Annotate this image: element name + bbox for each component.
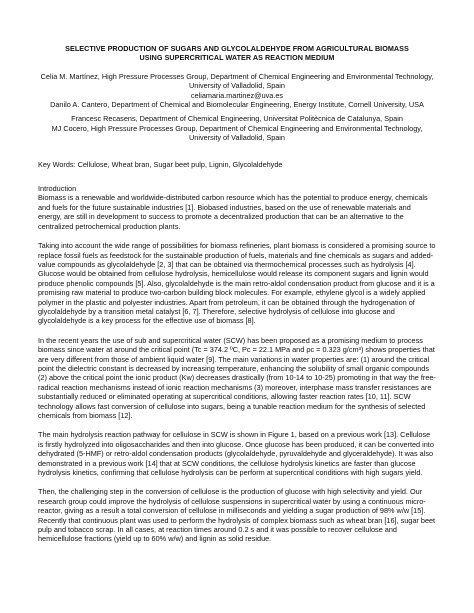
paper-title [38, 44, 436, 63]
title-line-2: USING SUPERCRITICAL WATER AS REACTION MEDIUM [139, 53, 335, 63]
keywords: Key Words: Cellulose, Wheat bran, Sugar beet pulp, Lignin, Glycolaldehyde [38, 159, 283, 169]
author-email: celiamaria.martinez@uva.es [190, 90, 284, 100]
paragraph-4: The main hydrolysis reaction pathway for cellulose in SCW is shown in Figure 1, based on a previous work [13]. Cellulose is firstly hydrolyzed into oligosaccharides and then into glucose. Once glucose has been produced, it can be converted into dehydrated (5-HMF) or retro-aldol condensation products (glycolaldehyde, pyruvaldehyde and glyceraldehyde). It was also demonstrated in a previous work [14] that at SCW conditions, the cellulose hydrolysis kinetics are faster than glucose hydrolysis kinetics, confirming that cellulose hydrolysis can be perform at supercritical conditions with high sugars yield. [38, 430, 434, 478]
introduction-heading: Introduction [38, 184, 77, 194]
author-cocero: MJ Cocero, High Pressure Processes Group, Department of Chemical Engineering and Environmental Technology, University of Valladolid, Spain [51, 123, 423, 143]
paragraph-3: In the recent years the use of sub and supercritical water (SCW) has been proposed as a promising medium to process biomass since water at around the critical point (Tc = 374.2 ºC, Pc = 22.1 MPa and ρc = 0.323 g/cm³) shows properties that are very different from those of ambient liquid water [9]. The main variations in water properties are: (1) around the critical point the dielectric constant is decreased by increasing temperature, enhancing the solubility of small organic compounds (2) above the critical point the ionic product (Kw) decreases drastically (from 10-14 to 10-25) promoting in that way the free-radical reaction mechanisms instead of ionic reaction mechanisms (3) moreover, interphase mass transfer resistances are substantially reduced or eliminated operating at supercritical conditions, allowing faster reaction rates [10, 11]. SCW technology allows fast conversion of cellulose into sugars, being a tunable reaction medium for the synthesis of selected chemicals from biomass [12]. [38, 335, 436, 420]
title-line-1: SELECTIVE PRODUCTION OF SUGARS AND GLYCOLALDEHYDE FROM AGRICULTURAL BIOMASS [65, 44, 409, 53]
paragraph-5: Then, the challenging step in the conversion of cellulose is the production of glucose with high selectivity and yield. Our research group could improve the hydrolysis of cellulose suspensions in supercritical water by using a continuous micro-reactor, giving as a result a total conversion of cellulose in milliseconds and yielding a sugar production of 98% w/w [15]. Recently that continuous plant was used to perform the hydrolysis of complex biomass such as wheat bran [16], sugar beet pulp and tobacco scrap. In all cases, at reaction times around 0.2 s and it was possible to recover cellulose and hemicellulose fractions (yield up to 60% w/w) and lignin as solid residue. [38, 487, 436, 544]
author-cantero: Danilo A. Cantero, Department of Chemical and Biomolecular Engineering, Energy Institute, Cornell University, USA [50, 100, 424, 110]
author-recasens: Francesc Recasens, Department of Chemical Engineering, Universitat Politècnica de Catalunya, Spain [71, 114, 403, 124]
paragraph-2: Taking into account the wide range of possibilities for biomass refineries, plant biomass is considered a promising source to replace fossil fuels as feedstock for the sustainable production of fuels, materials and fine chemicals as sugars and added-value compounds as glycolaldehyde [2, 3] that can be obtained via thermochemical processes such as hydrolysis [4]. Glucose would be obtained from cellulose hydrolysis, hemicellulose would release its component sugars and lignin would produce phenolic compounds [5]. Also, glycolaldehyde is the main retro-aldol condensation product from glucose and it is a promising raw material to produce two-carbon building block molecules. For example, ethylene glycol is a widely applied polymer in the plastic and polyester industries. Apart from petroleum, it can be obtained through the hydrogenation of glycolaldehyde by a transition metal catalyst [6, 7]. Therefore, selective hydrolysis of cellulose into glucose and glycolaldehyde is a key process for the effective use of biomass [8]. [38, 241, 436, 326]
author-martinez: Celia M. Martínez, High Pressure Processes Group, Department of Chemical Engineering and Environmental Technology, University of Valladolid, Spain [40, 71, 434, 91]
paragraph-1: Biomass is a renewable and worldwide-distributed carbon resource which has the potential to produce energy, chemicals and fuels for the future sustainable industries [1]. Biobased industries, based on the use of renewable materials and energy, are still in development to success to promote a decentralized production that can be an alternative to the centralized petrochemical production plants. [38, 193, 428, 231]
author-block [38, 72, 436, 143]
